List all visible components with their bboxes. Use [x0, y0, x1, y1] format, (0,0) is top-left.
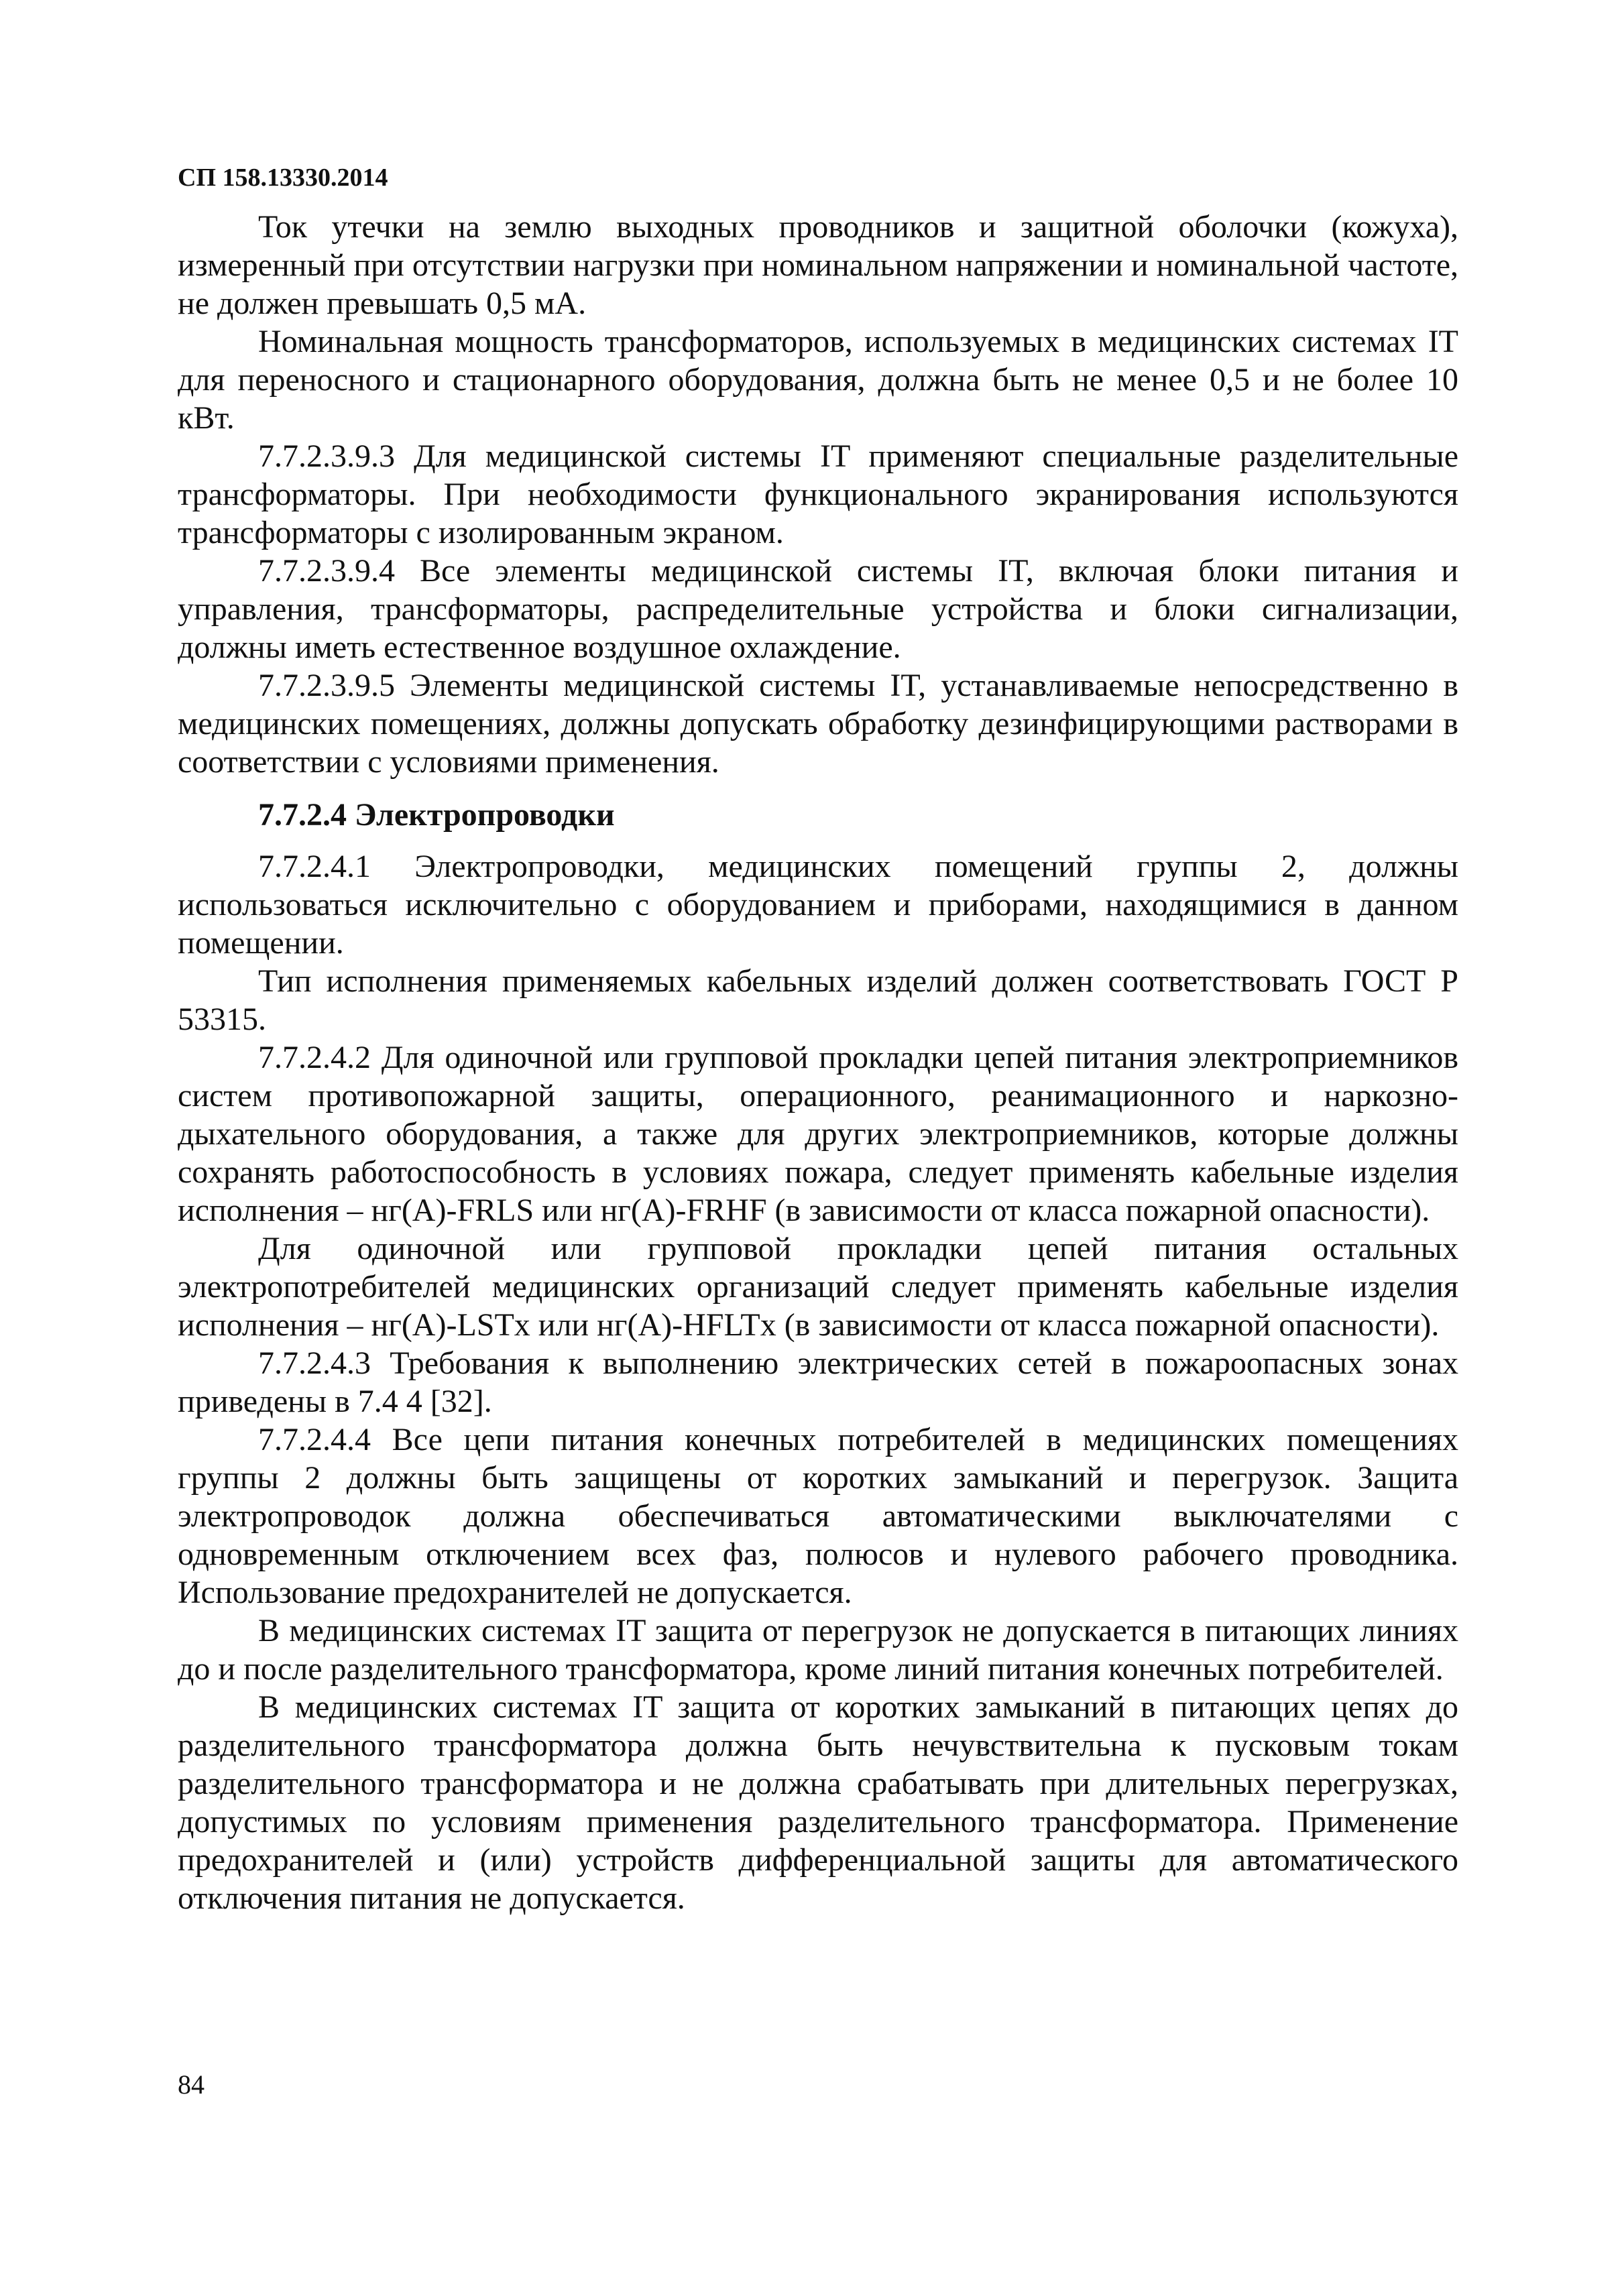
- paragraph-transformer-power: Номинальная мощность трансформаторов, используемых в медицинских системах IT для переносного и стационарного оборудования, должна быть не менее 0,5 и не более 10 кВт.: [178, 324, 1458, 436]
- paragraph-other-consumers: Для одиночной или групповой прокладки цепей питания остальных электропотребителей медицинских организаций следует применять кабельные изделия исполнения – нг(А)-LSTx или нг(А)-HFLTx (в зависимости от класса пожарной опасности).: [178, 1231, 1458, 1343]
- paragraph-7-7-2-4-1: 7.7.2.4.1 Электропроводки, медицинских помещений группы 2, должны использоваться исключительно с оборудованием и приборами, находящимися в данном помещении.: [178, 849, 1458, 961]
- document-body: [178, 208, 1458, 1917]
- paragraph-7-7-2-3-9-4: 7.7.2.3.9.4 Все элементы медицинской системы IT, включая блоки питания и управления, трансформаторы, распределительные устройства и блоки сигнализации, должны иметь естественное воздушное охлаждение.: [178, 553, 1458, 665]
- section-heading-7-7-2-4: 7.7.2.4 Электропроводки: [258, 797, 615, 833]
- paragraph-7-7-2-4-4: 7.7.2.4.4 Все цепи питания конечных потребителей в медицинских помещениях группы 2 должны быть защищены от коротких замыканий и перегрузок. Защита электропроводок должна обеспечиваться автоматическими выключателями с одновременным отключением всех фаз, полюсов и нулевого рабочего проводника. Использование предохранителей не допускается.: [178, 1422, 1458, 1610]
- paragraph-leakage-current: Ток утечки на землю выходных проводников и защитной оболочки (кожуха), измеренный при отсутствии нагрузки при номинальном напряжении и номинальной частоте, не должен превышать 0,5 мА.: [178, 209, 1458, 321]
- paragraph-7-7-2-3-9-5: 7.7.2.3.9.5 Элементы медицинской системы IT, устанавливаемые непосредственно в медицинских помещениях, должны допускать обработку дезинфицирующими растворами в соответствии с условиями применения.: [178, 668, 1458, 780]
- page-number: 84: [178, 2069, 205, 2100]
- document-page: [178, 161, 1458, 1917]
- paragraph-7-7-2-4-3: 7.7.2.4.3 Требования к выполнению электрических сетей в пожароопасных зонах приведены в 7.4 4 [32].: [178, 1345, 1458, 1419]
- paragraph-7-7-2-4-2: 7.7.2.4.2 Для одиночной или групповой прокладки цепей питания электроприемников систем противопожарной защиты, операционного, реанимационного и наркозно-дыхательного оборудования, а также для других электроприемников, которые должны сохранять работоспособность в условиях пожара, следует применять кабельные изделия исполнения – нг(А)-FRLS или нг(А)-FRHF (в зависимости от класса пожарной опасности).: [178, 1040, 1458, 1228]
- document-header: СП 158.13330.2014: [178, 164, 388, 192]
- paragraph-7-7-2-3-9-3: 7.7.2.3.9.3 Для медицинской системы IT применяют специальные разделительные трансформаторы. При необходимости функционального экранирования используются трансформаторы с изолированным экраном.: [178, 438, 1458, 550]
- paragraph-cable-type: Тип исполнения применяемых кабельных изделий должен соответствовать ГОСТ Р 53315.: [178, 963, 1458, 1037]
- paragraph-overload-protection: В медицинских системах IT защита от перегрузок не допускается в питающих линиях до и после разделительного трансформатора, кроме линий питания конечных потребителей.: [178, 1613, 1458, 1687]
- paragraph-short-circuit-protection: В медицинских системах IT защита от коротких замыканий в питающих цепях до разделительного трансформатора должна быть нечувствительна к пусковым токам разделительного трансформатора и не должна срабатывать при длительных перегрузках, допустимых по условиям применения разделительного трансформатора. Применение предохранителей и (или) устройств дифференциальной защиты для автоматического отключения питания не допускается.: [178, 1689, 1458, 1916]
